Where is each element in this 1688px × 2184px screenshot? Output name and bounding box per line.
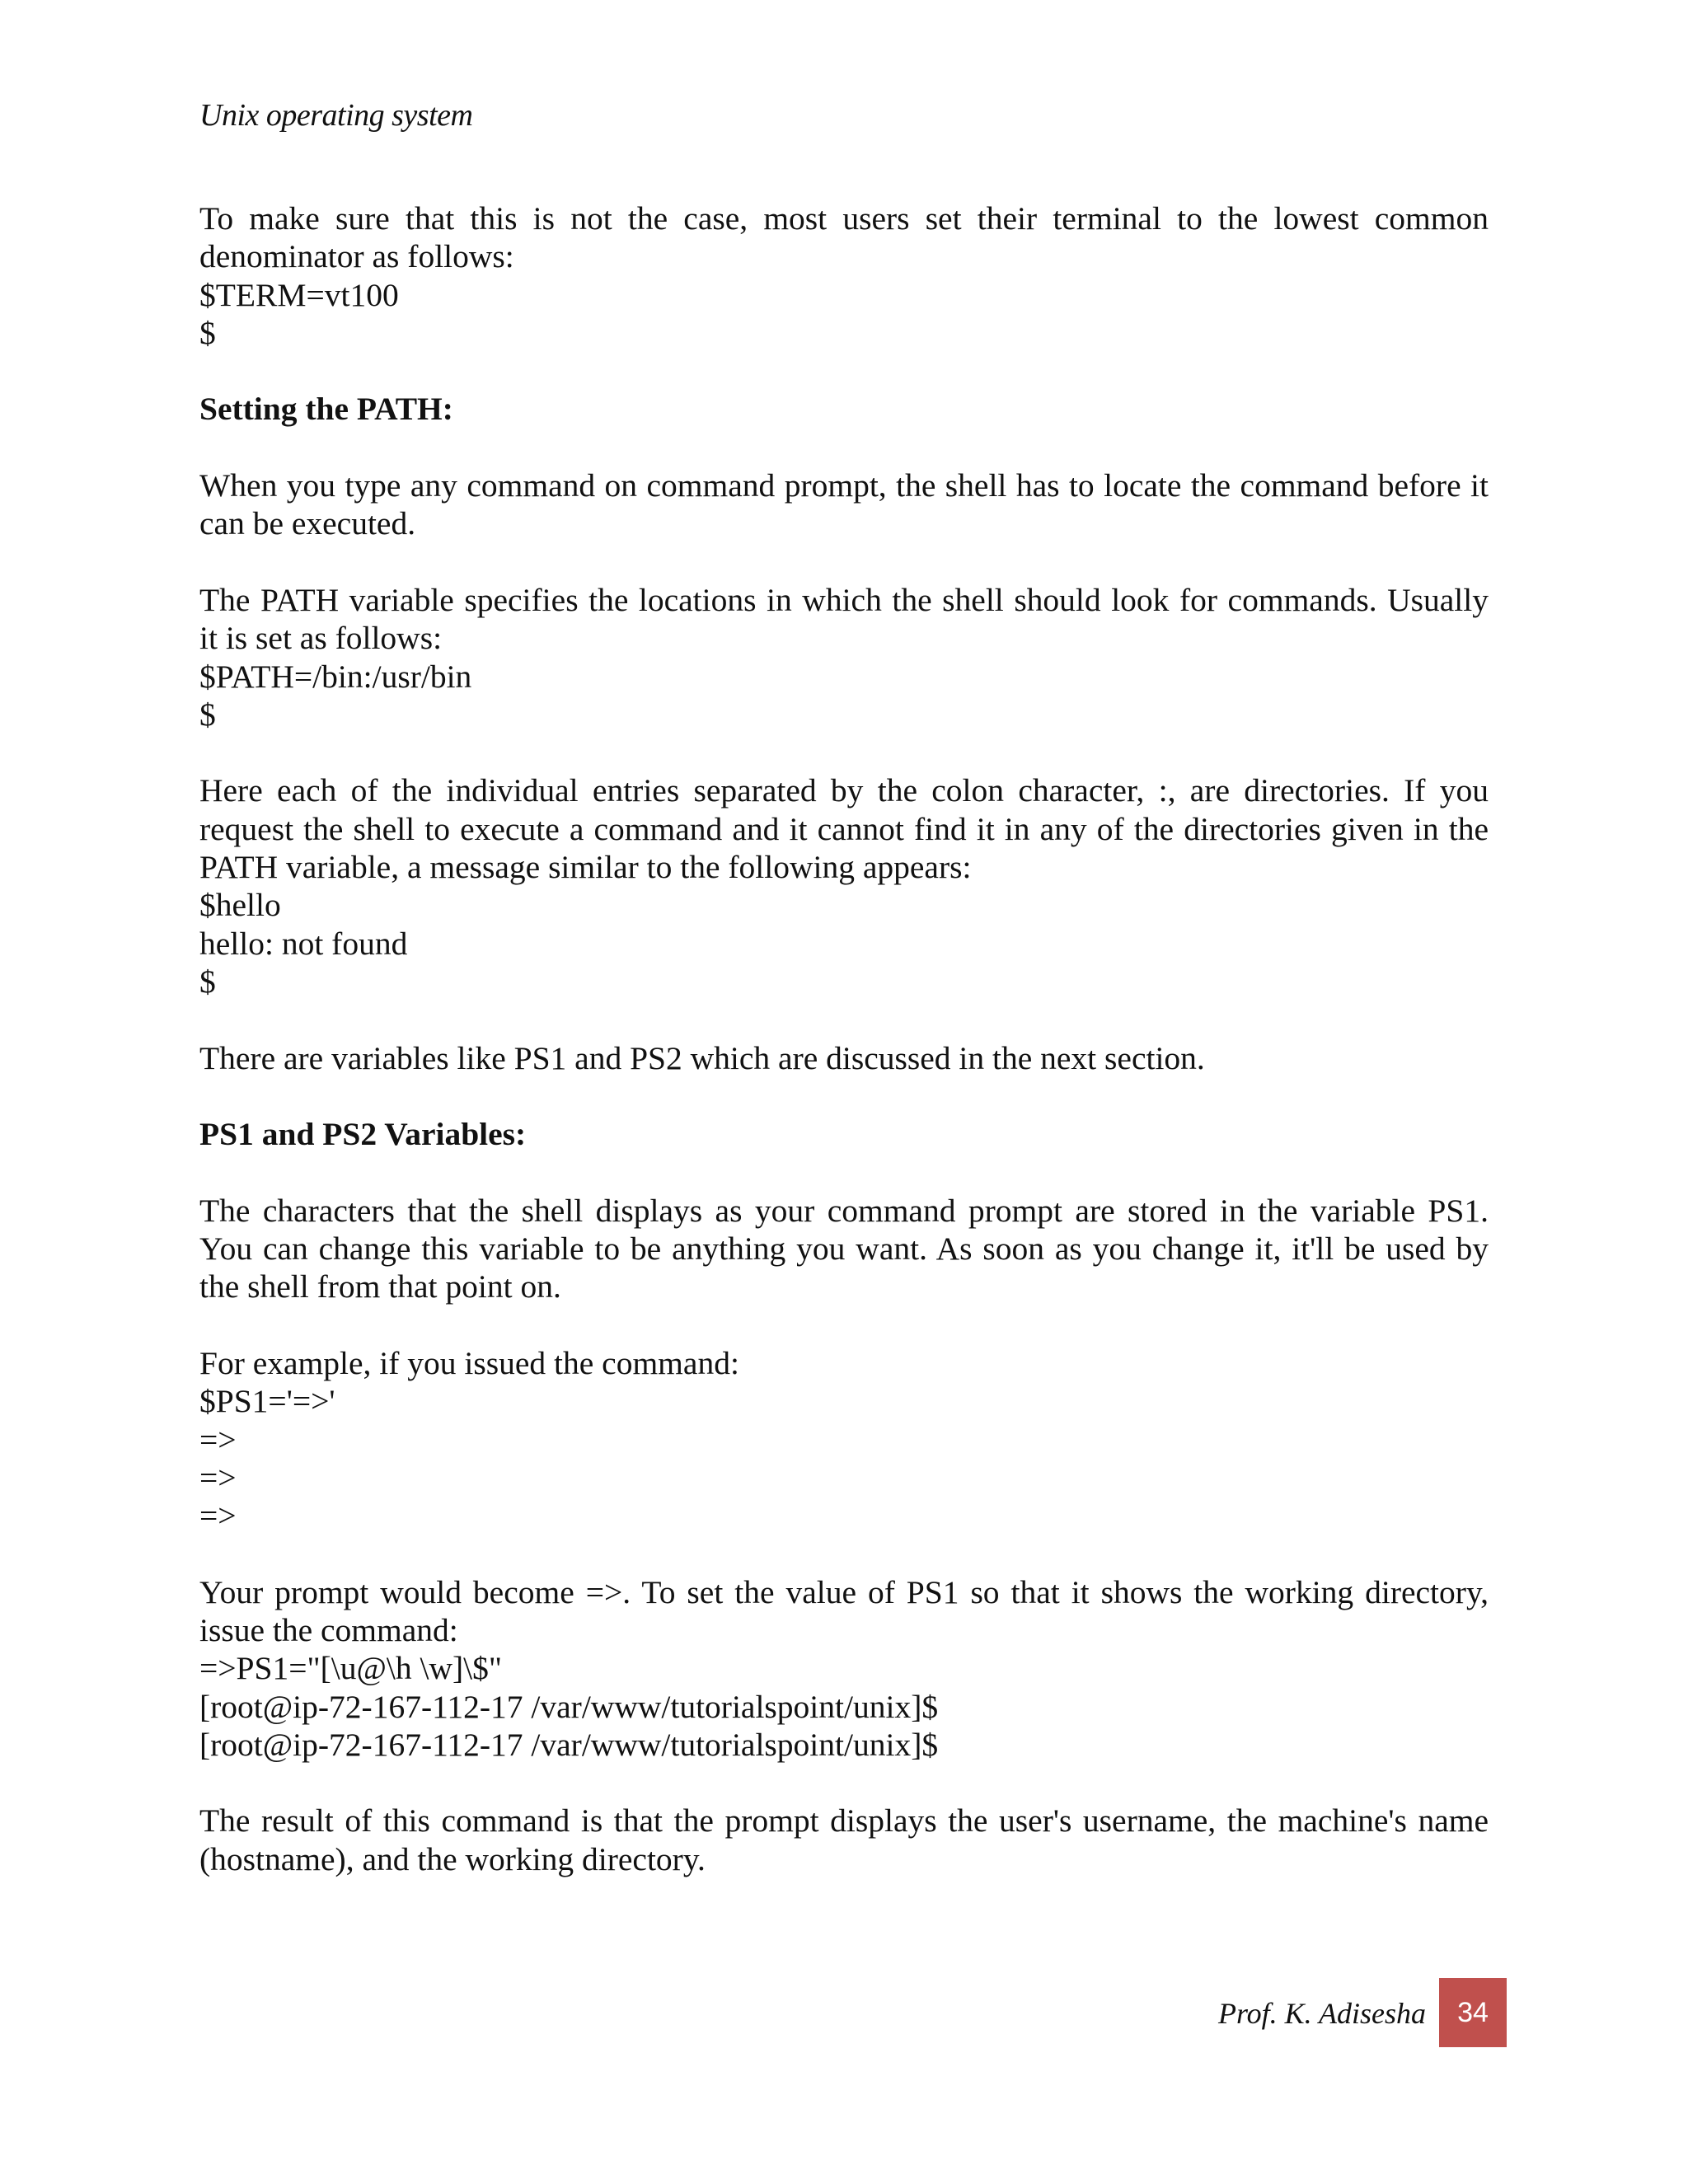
code-line: $ <box>199 963 216 1000</box>
paragraph-terminal <box>199 199 1489 352</box>
code-line: $ <box>199 696 216 733</box>
section-heading-ps-variables: PS1 and PS2 Variables: <box>199 1116 527 1153</box>
text-line: (hostname), and the working directory. <box>199 1840 706 1877</box>
text-line: You can change this variable to be anything you want. As soon as you change it, it'll be used by <box>199 1230 1489 1268</box>
text-line: The characters that the shell displays as your command prompt are stored in the variable PS1. <box>199 1192 1489 1229</box>
paragraph-ps1-example <box>199 1344 1489 1535</box>
text-line: The result of this command is that the prompt displays the user's username, the machine's name <box>199 1802 1489 1840</box>
text-line: issue the command: <box>199 1611 458 1648</box>
page-content <box>199 199 1489 1878</box>
code-line: $PATH=/bin:/usr/bin <box>199 658 472 695</box>
text-line: Here each of the individual entries separated by the colon character, :, are directories. If you <box>199 772 1489 809</box>
code-line: => <box>199 1497 237 1535</box>
code-line: hello: not found <box>199 925 408 962</box>
text-line: When you type any command on command prompt, the shell has to locate the command before it <box>199 467 1489 504</box>
text-line: can be executed. <box>199 505 416 542</box>
paragraph-ps1-description <box>199 1192 1489 1306</box>
code-line: => <box>199 1421 237 1458</box>
text-line: Your prompt would become =>. To set the value of PS1 so that it shows the working directory, <box>199 1573 1489 1610</box>
text-line: To make sure that this is not the case, most users set their terminal to the lowest common <box>199 200 1489 237</box>
page-header-title: Unix operating system <box>199 98 473 133</box>
paragraph-path-variable <box>199 581 1489 733</box>
code-line: =>PS1="[\u@\h \w]\$" <box>199 1650 502 1687</box>
text-line: the shell from that point on. <box>199 1268 561 1305</box>
text-line: The PATH variable specifies the locations in which the shell should look for commands. Usually <box>199 581 1489 618</box>
paragraph-path-entries <box>199 771 1489 1001</box>
paragraph-result <box>199 1802 1489 1878</box>
paragraph-locate-command <box>199 466 1489 543</box>
text-line: For example, if you issued the command: <box>199 1344 739 1381</box>
code-line: [root@ip-72-167-112-17 /var/www/tutorialspoint/unix]$ <box>199 1726 939 1763</box>
text-line: PATH variable, a message similar to the following appears: <box>199 849 972 886</box>
code-line: $ <box>199 314 216 351</box>
text-line: There are variables like PS1 and PS2 which are discussed in the next section. <box>199 1039 1205 1076</box>
code-line: $hello <box>199 887 281 924</box>
paragraph-working-directory <box>199 1573 1489 1764</box>
code-line: $PS1='=>' <box>199 1383 335 1420</box>
code-line: [root@ip-72-167-112-17 /var/www/tutorialspoint/unix]$ <box>199 1688 939 1725</box>
footer-author: Prof. K. Adisesha <box>1217 1997 1426 2030</box>
text-line: denominator as follows: <box>199 238 514 275</box>
section-heading-path: Setting the PATH: <box>199 391 453 428</box>
page-number-badge: 34 <box>1439 1978 1507 2047</box>
text-line: request the shell to execute a command and it cannot find it in any of the directories given in the <box>199 810 1489 847</box>
text-line: it is set as follows: <box>199 620 443 657</box>
code-line: => <box>199 1459 237 1496</box>
code-line: $TERM=vt100 <box>199 276 399 313</box>
